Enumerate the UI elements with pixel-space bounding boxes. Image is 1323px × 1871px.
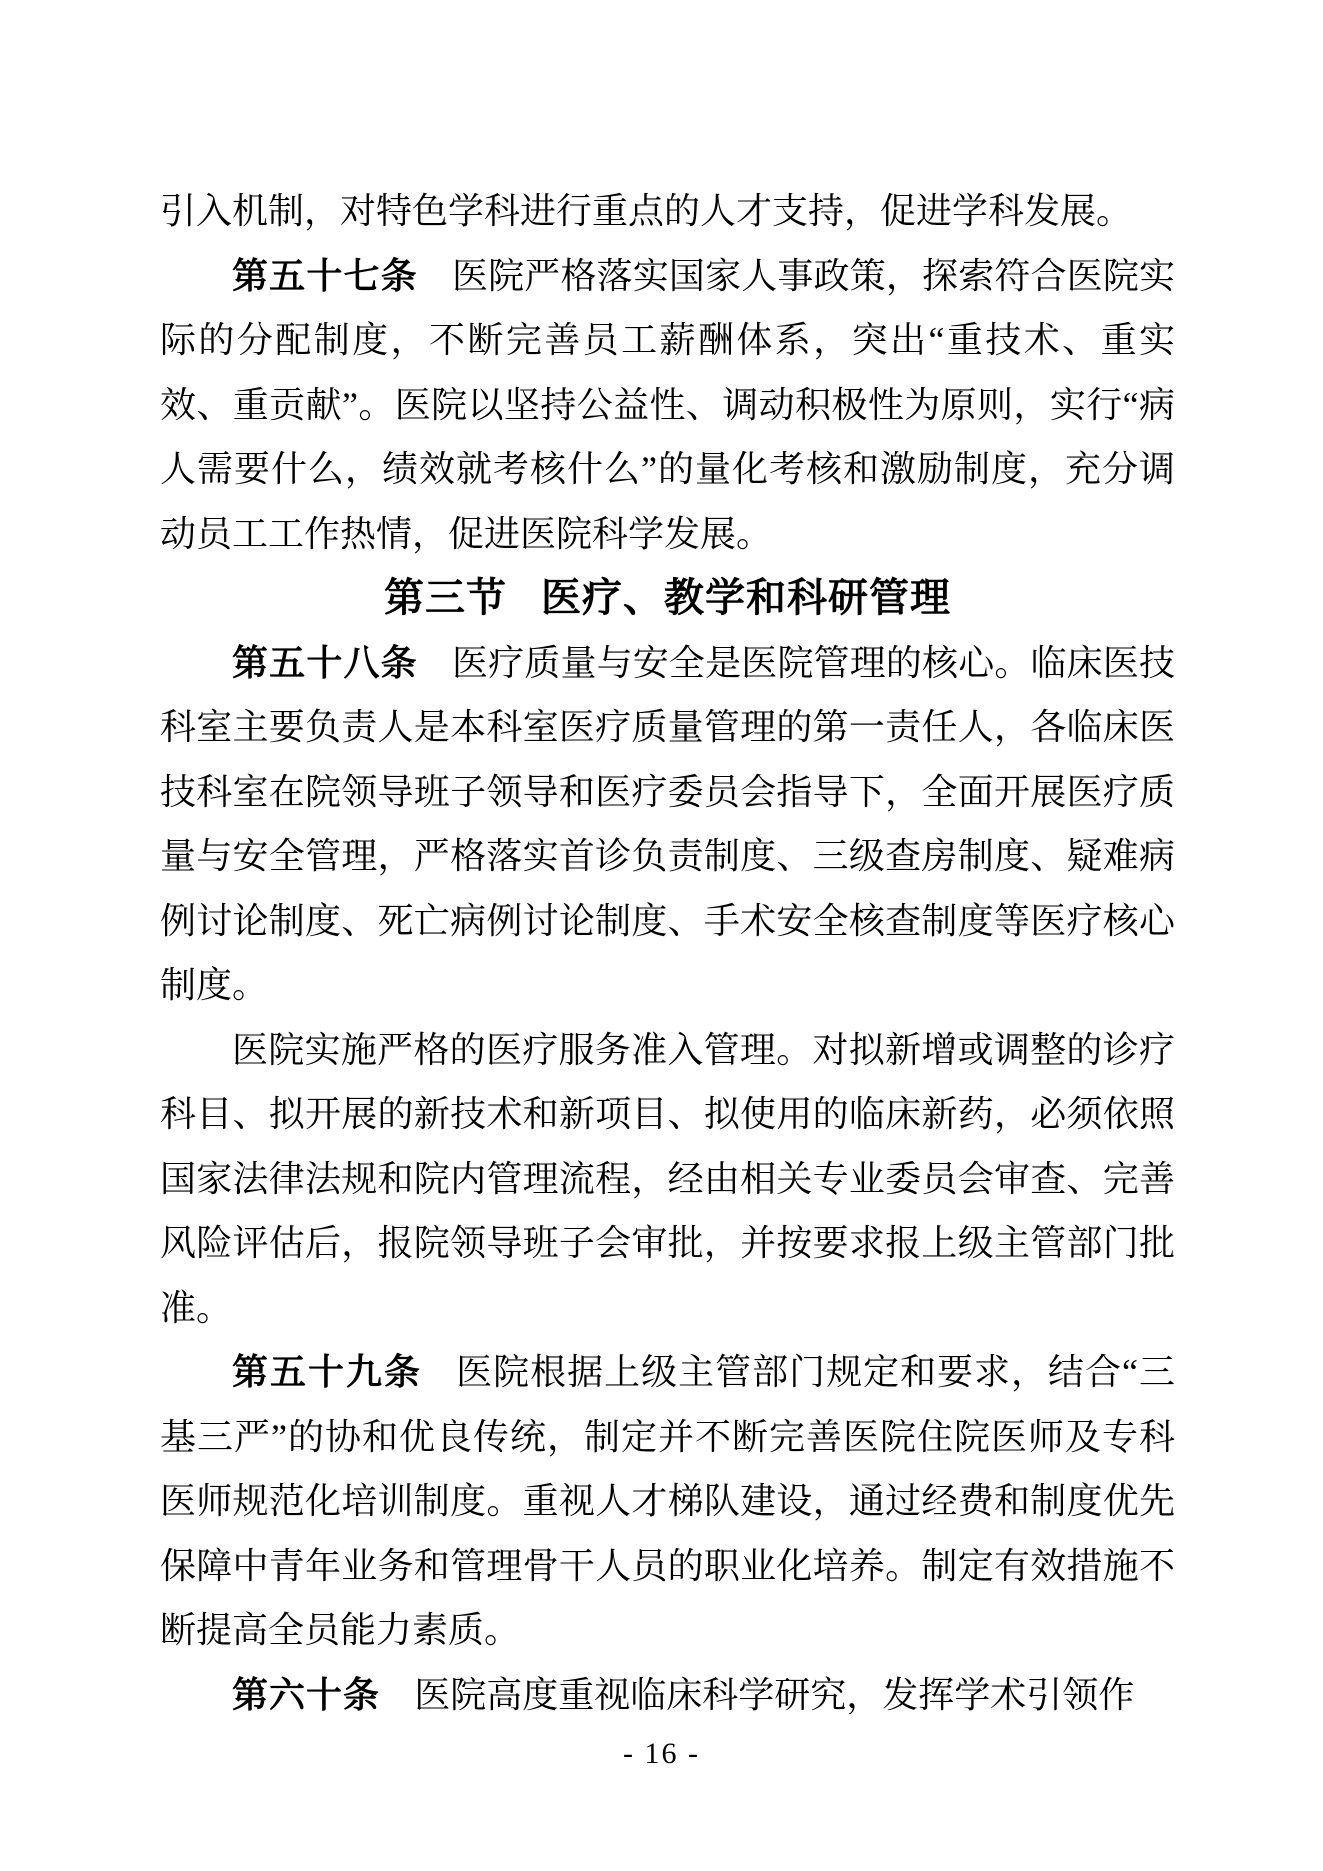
- paragraph-article-59: [160, 1340, 1175, 1663]
- article-number-label: 第六十条: [232, 1673, 381, 1715]
- article-number-label: 第五十七条: [232, 254, 418, 296]
- paragraph-text: 医院高度重视临床科学研究，发挥学术引领作: [414, 1674, 1135, 1715]
- section-number: 第三节: [384, 576, 507, 620]
- paragraph-text: 医院严格落实国家人事政策，探索符合医院实际的分配制度，不断完善员工薪酬体系，突出“重技术、重实效、重贡献”。医院以坚持公益性、调动积极性为原则，实行“病人需要什么，绩效就考核什么”的量化考核和激励制度，充分调动员工工作热情，促进医院科学发展。: [160, 255, 1175, 554]
- section-heading: [160, 566, 1175, 631]
- article-number-label: 第五十九条: [232, 1351, 422, 1392]
- paragraph-article-58: [160, 631, 1175, 1018]
- paragraph-article-60: [160, 1663, 1175, 1728]
- paragraph-text: 医院根据上级主管部门规定和要求，结合“三基三严”的协和优良传统，制定并不断完善医院住院医师及专科医师规范化培训制度。重视人才梯队建设，通过经费和制度优先保障中青年业务和管理骨干人员的职业化培养。制定有效措施不断提高全员能力素质。: [160, 1352, 1175, 1650]
- page-number: - 16 -: [623, 1737, 700, 1770]
- paragraph-continuation: [160, 179, 1175, 244]
- paragraph-article-57: [160, 244, 1175, 567]
- paragraph-text: 医疗质量与安全是医院管理的核心。临床医技科室主要负责人是本科室医疗质量管理的第一责任人，各临床医技科室在院领导班子领导和医疗委员会指导下，全面开展医疗质量与安全管理，严格落实首诊负责制度、三级查房制度、疑难病例讨论制度、死亡病例讨论制度、手术安全核查制度等医疗核心制度。: [160, 642, 1175, 1005]
- article-number-label: 第五十八条: [232, 641, 418, 683]
- section-title: 医疗、教学和科研管理: [541, 576, 951, 620]
- paragraph-text: 医院实施严格的医疗服务准入管理。对拟新增或调整的诊疗科目、拟开展的新技术和新项目、拟使用的临床新药，必须依照国家法律法规和院内管理流程，经由相关专业委员会审查、完善风险评估后，报院领导班子会审批，并按要求报上级主管部门批准。: [160, 1029, 1175, 1328]
- paragraph-text: 引入机制，对特色学科进行重点的人才支持，促进学科发展。: [160, 191, 1133, 231]
- paragraph-plain: [160, 1018, 1175, 1341]
- document-body: [160, 179, 1175, 1727]
